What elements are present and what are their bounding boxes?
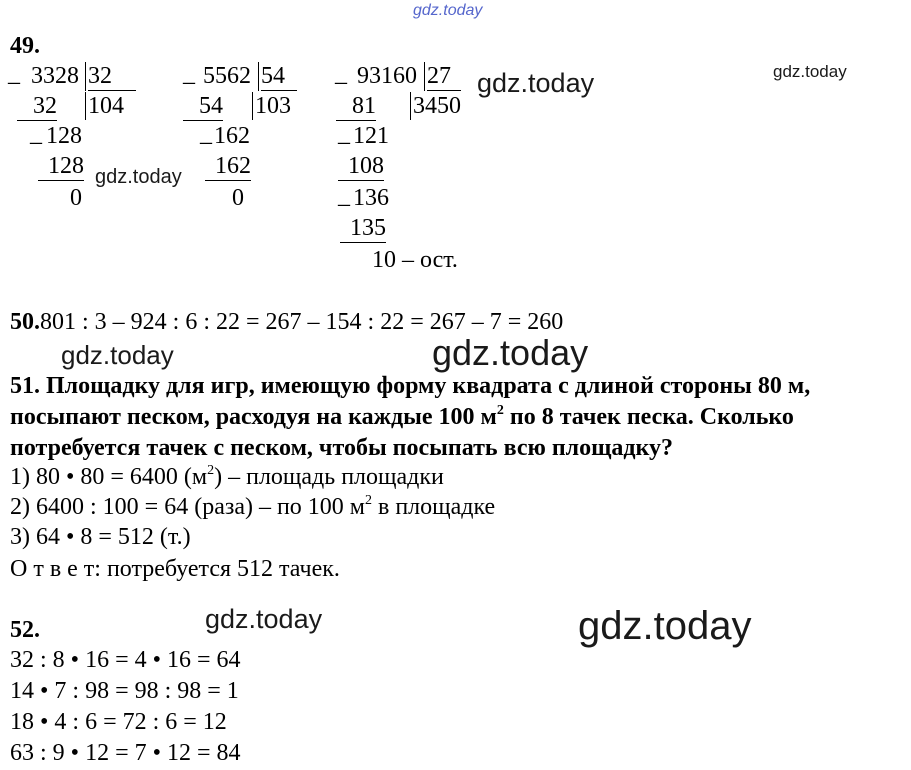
- watermark: gdz.today: [773, 62, 847, 81]
- problem-51-step-1: [10, 463, 444, 491]
- problem-52-line: 63 : 9 • 12 = 7 • 12 = 84: [10, 740, 241, 766]
- minus-sign: _: [183, 61, 195, 87]
- final-remainder: 0: [70, 185, 82, 211]
- dividend: 3328: [31, 63, 79, 89]
- final-remainder: 10 – ост.: [372, 247, 458, 273]
- text-part: в площадке: [372, 494, 496, 520]
- subtrahend: 162: [205, 152, 251, 181]
- remainder-step: 128: [46, 123, 82, 149]
- divisor: 32: [85, 62, 136, 91]
- final-remainder: 0: [232, 185, 244, 211]
- subtrahend: 108: [338, 152, 384, 181]
- subtrahend: 135: [340, 214, 386, 243]
- subtrahend: 81: [336, 92, 376, 121]
- superscript: 2: [496, 403, 504, 418]
- minus-sign: _: [335, 61, 347, 87]
- minus-sign: _: [30, 121, 42, 147]
- text-part: 1) 80 • 80 = 6400 (м: [10, 464, 208, 490]
- subtrahend: 54: [183, 92, 223, 121]
- dividend: 93160: [357, 63, 417, 89]
- subtrahend: 128: [38, 152, 84, 181]
- problem-51-title-line-2: [10, 403, 794, 431]
- text-part: по 8 тачек песка. Сколько: [503, 404, 794, 430]
- minus-sign: _: [338, 121, 350, 147]
- problem-51-title-line-3: потребуется тачек с песком, чтобы посыпать всю площадку?: [10, 435, 674, 461]
- superscript: 2: [365, 493, 372, 508]
- problem-51-step-3: 3) 64 • 8 = 512 (т.): [10, 524, 191, 550]
- problem-52-line: 18 • 4 : 6 = 72 : 6 = 12: [10, 709, 227, 735]
- text-part: посыпают песком, расходуя на каждые 100 м: [10, 404, 497, 430]
- watermark-top: gdz.today: [413, 2, 483, 19]
- watermark: gdz.today: [95, 166, 182, 188]
- quotient: 3450: [410, 92, 461, 120]
- problem-50-text: 801 : 3 – 924 : 6 : 22 = 267 – 154 : 22 = 267 – 7 = 260: [40, 309, 564, 335]
- remainder-step: 162: [214, 123, 250, 149]
- quotient: 104: [85, 92, 124, 120]
- divisor: 27: [424, 62, 461, 91]
- problem-51-title-line-1: 51. Площадку для игр, имеющую форму квадрата с длиной стороны 80 м,: [10, 373, 811, 399]
- problem-51-step-2: [10, 493, 495, 521]
- watermark: gdz.today: [61, 340, 174, 370]
- text-part: 2) 6400 : 100 = 64 (раза) – по 100 м: [10, 494, 365, 520]
- remainder-step: 121: [353, 123, 389, 149]
- minus-sign: _: [8, 61, 20, 87]
- watermark: gdz.today: [477, 68, 595, 98]
- problem-52-line: 14 • 7 : 98 = 98 : 98 = 1: [10, 678, 239, 704]
- minus-sign: _: [200, 121, 212, 147]
- text-part: ) – площадь площадки: [214, 464, 444, 490]
- superscript: 2: [207, 463, 215, 478]
- remainder-step: 136: [353, 185, 389, 211]
- divisor: 54: [258, 62, 297, 91]
- problem-51-answer: О т в е т: потребуется 512 тачек.: [10, 556, 340, 582]
- problem-50-number: 50.: [10, 309, 40, 335]
- quotient: 103: [252, 92, 291, 120]
- problem-52-number: 52.: [10, 617, 40, 643]
- subtrahend: 32: [17, 92, 57, 121]
- problem-49-number: 49.: [10, 33, 40, 59]
- problem-52-line: 32 : 8 • 16 = 4 • 16 = 64: [10, 647, 241, 673]
- minus-sign: _: [338, 183, 350, 209]
- watermark: gdz.today: [578, 604, 752, 648]
- watermark: gdz.today: [432, 332, 589, 373]
- watermark: gdz.today: [205, 604, 323, 634]
- dividend: 5562: [203, 63, 251, 89]
